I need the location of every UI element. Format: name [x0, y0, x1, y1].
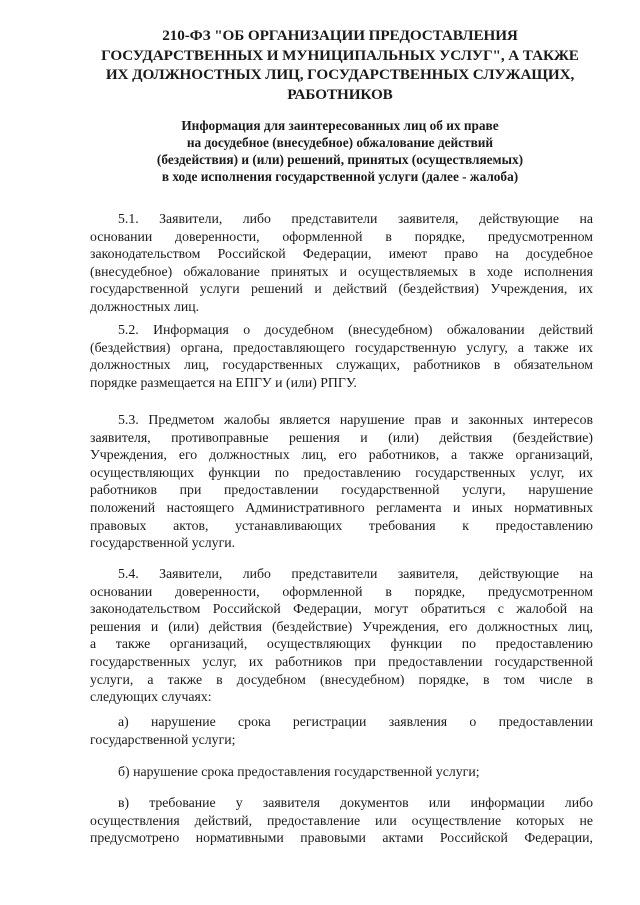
text-line: б) нарушение срока предоставления государственной услуги;: [118, 764, 480, 779]
text-line: порядке размещается на ЕПГУ и (или) РПГУ.: [90, 374, 357, 390]
text-line: законодательством Российской Федерации, имеют право на досудебное: [90, 246, 593, 262]
text-line: а также организаций, осуществляющих функции по предоставлению: [90, 636, 593, 652]
title-line: РАБОТНИКОВ: [287, 85, 393, 103]
paragraph-5-4: [90, 565, 593, 706]
text-line: осуществляющих функции по предоставлению государственных услуг, их: [90, 464, 593, 480]
section-subtitle: [80, 118, 600, 186]
text-line: положений настоящего Административного регламента и иных нормативных: [90, 499, 593, 515]
paragraph-5-2: [90, 321, 593, 391]
text-line: должностных лиц.: [90, 298, 200, 314]
text-line: в) требование у заявителя документов или информации либо: [118, 795, 593, 810]
paragraph-5-3: [90, 411, 593, 552]
text-line: 5.3. Предметом жалобы является нарушение прав и законных интересов: [118, 412, 593, 427]
text-line: (бездействия) органа, предоставляющего государственную услугу, а также их: [90, 339, 593, 355]
text-line: (внесудебное) обжалование принятых и осуществляемых в ходе исполнения: [90, 263, 593, 279]
title-line: ИХ ДОЛЖНОСТНЫХ ЛИЦ, ГОСУДАРСТВЕННЫХ СЛУЖАЩИХ,: [105, 66, 575, 83]
text-line: 5.2. Информация о досудебном (внесудебном) обжаловании действий: [118, 322, 593, 337]
text-line: государственных услуг, их работников при предоставлении государственной: [90, 653, 593, 669]
text-line: государственной услуги.: [90, 535, 236, 551]
text-line: предусмотрено нормативными правовыми актами Российской Федерации,: [90, 830, 593, 846]
text-line: заявителя, противоправные решения и (или) действия (бездействие): [90, 429, 593, 445]
text-line: а) нарушение срока регистрации заявления о предоставлении: [118, 714, 593, 729]
text-line: основании доверенности, оформленной в порядке, предусмотренном: [90, 228, 593, 244]
title-line: 210-ФЗ "ОБ ОРГАНИЗАЦИИ ПРЕДОСТАВЛЕНИЯ: [162, 27, 518, 44]
text-line: правовых актов, устанавливающих требования к предоставлению: [90, 517, 593, 533]
text-line: следующих случаях:: [90, 689, 212, 705]
subtitle-line: в ходе исполнения государственной услуги (далее - жалоба): [161, 168, 519, 184]
text-line: государственной услуги;: [90, 731, 236, 747]
text-line: 5.4. Заявители, либо представители заявителя, действующие на: [118, 566, 593, 581]
text-line: Учреждения, его должностных лиц, его работников, а также организаций,: [90, 447, 593, 463]
text-line: работников при предоставлении государственной услуги, нарушение: [90, 482, 593, 498]
text-line: должностных лиц, государственных служащих, работников в обязательном: [90, 357, 593, 373]
list-item-a: [90, 713, 593, 748]
text-line: осуществления действий, предоставление или осуществление которых не: [90, 812, 593, 828]
text-line: решения и (или) действия (бездействие) Учреждения, его должностных лиц,: [90, 618, 593, 634]
list-item-b: [90, 763, 593, 781]
text-line: основании доверенности, оформленной в порядке, предусмотренном: [90, 583, 593, 599]
subtitle-line: на досудебное (внесудебное) обжалование действий: [186, 134, 494, 150]
subtitle-line: (бездействия) и (или) решений, принятых (осуществляемых): [156, 151, 524, 167]
text-line: законодательством Российской Федерации, могут обратиться с жалобой на: [90, 601, 593, 617]
text-line: государственной услуги решений и действий (бездействия) Учреждения, их: [90, 281, 593, 297]
title-line: ГОСУДАРСТВЕННЫХ И МУНИЦИПАЛЬНЫХ УСЛУГ", А ТАКЖЕ: [101, 46, 579, 64]
document-title: [80, 26, 600, 104]
text-line: 5.1. Заявители, либо представители заявителя, действующие на: [118, 211, 593, 226]
text-line: услуги, а также в досудебном (внесудебном) порядке, в том числе в: [90, 671, 593, 687]
list-item-v: [90, 794, 593, 847]
paragraph-5-1: [90, 210, 593, 316]
subtitle-line: Информация для заинтересованных лиц об их праве: [181, 118, 499, 133]
